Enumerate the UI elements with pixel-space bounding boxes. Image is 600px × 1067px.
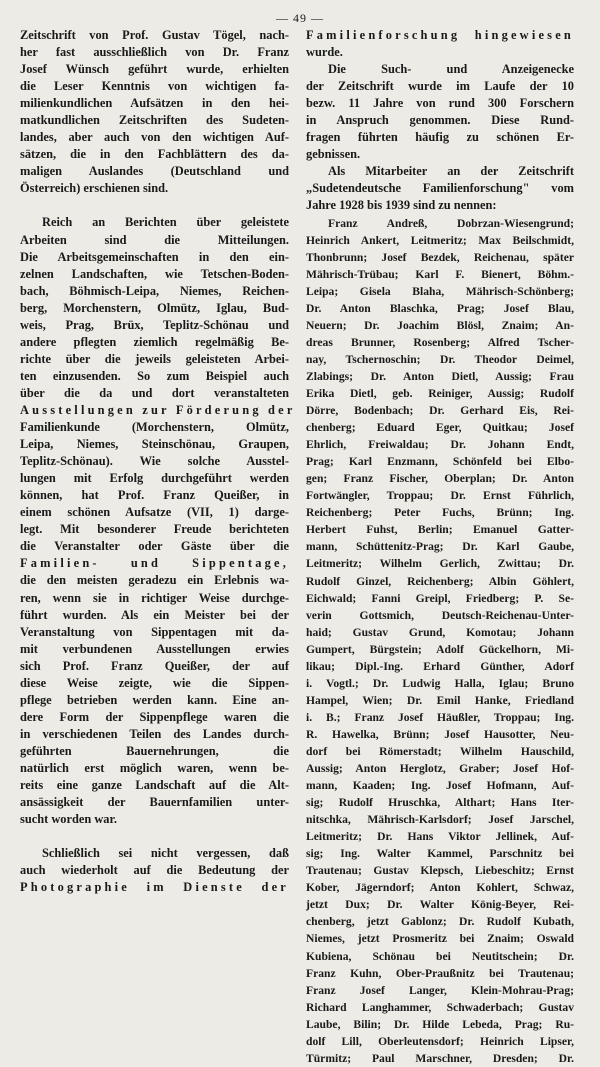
text-line: nitschka, Mährisch-Karlsdorf; Josef Jarschel, [306, 813, 574, 827]
text-line: Josef Wünsch geführt wurde, erhielten [20, 62, 289, 77]
text-line: Arbeiten sind die Mitteilungen. [20, 232, 289, 247]
text-line: können, hat Prof. Franz Queißer, in [20, 488, 289, 503]
text-line: matkundlichen Zeitschriften des Sudeten- [20, 113, 289, 128]
text-line: Franz Kuhn, Ober-Praußnitz bei Trautenau; [306, 966, 574, 980]
text-line: gen; Franz Fischer, Oberplan; Dr. Anton [306, 472, 574, 486]
text-line: „Sudetendeutsche Familienforschung" vom [306, 181, 574, 196]
text-line: die den meisten geradezu ein Erlebnis wa- [20, 573, 289, 588]
text-line: chenberg; Eduard Eger, Quitkau; Josef [306, 421, 574, 435]
text-line: gebnissen. [306, 147, 361, 162]
text-line: Die Arbeitsgemeinschaften in den ein- [20, 249, 289, 264]
page-number: — 49 — [276, 11, 324, 25]
text-line: Fortwängler, Troppau; Dr. Ernst Führlich, [306, 489, 574, 503]
text-line: Photographie im Dienste der [20, 880, 289, 895]
text-line: auch wiederholt auf die Bedeutung der [20, 863, 289, 878]
text-line: i. B.; Franz Josef Häußler, Troppau; Ing. [306, 710, 574, 724]
text-line: die Leser Kenntnis von wichtigen fa- [20, 79, 289, 94]
text-line: Herbert Fuhst, Berlin; Emanuel Gatter- [306, 523, 574, 537]
text-line: der Zeitschrift wurde im Laufe der 10 [306, 79, 574, 94]
text-line: maligen Auslandes (Deutschland und [20, 164, 289, 179]
text-line: Prag; Karl Enzmann, Schönfeld bei Elbo- [306, 455, 574, 469]
text-line: reits eine ganze Landschaft auf die Alt- [20, 778, 289, 793]
paragraph-photographie [20, 845, 289, 896]
text-line: mit verbundenen Ausstellungen erwies [20, 641, 289, 656]
text-line: Kubiena, Schönau bei Neutitschein; Dr. [306, 949, 574, 963]
text-line: die Veranstalter oder Gäste über die [20, 539, 289, 554]
text-line: Familien- und Sippentage, [20, 556, 289, 571]
text-line: R. Hawelka, Brünn; Josef Hausotter, Neu- [306, 727, 574, 741]
text-line: Leitmeritz; Wilhelm Gerlich, Zwittau; Dr. [306, 557, 574, 571]
text-line: Richard Langhammer, Schwaderbach; Gustav [306, 1000, 574, 1014]
text-line: Niemes, jetzt Prosmeritz bei Znaim; Oswald [306, 932, 574, 946]
text-line: Leitmeritz; Dr. Hans Viktor Jellinek, Auf- [306, 830, 574, 844]
text-line: Familienkunde (Morchenstern, Olmütz, [20, 420, 289, 435]
text-line: Thonbrunn; Josef Bezdek, Reichenau, später [306, 250, 574, 264]
text-line: mann, Schüttenitz-Prag; Dr. Karl Gaube, [306, 540, 574, 554]
text-line: richte über die jeweils geleisteten Arbei- [20, 351, 289, 366]
text-line: bezw. 11 Jahre von rund 300 Forschern [306, 96, 574, 111]
text-line: i. Vogtl.; Dr. Ludwig Halla, Iglau; Bruno [306, 676, 574, 690]
text-line: sig; Ing. Walter Kammel, Parschnitz bei [306, 847, 574, 861]
text-line: Österreich) erschienen sind. [20, 181, 169, 196]
paragraph-continuation [306, 27, 574, 61]
paragraph-anzeigenecke [306, 61, 574, 163]
text-line: Ausstellungen zur Förderung der [20, 402, 296, 417]
text-line: Dr. Anton Blaschka, Prag; Josef Blau, [306, 301, 574, 315]
text-line: Neuern; Dr. Joachim Blösl, Znaim; An- [306, 318, 574, 332]
text-line: Trautenau; Gustav Klepsch, Liebeschitz; Ernst [306, 864, 574, 878]
contributor-list [306, 215, 574, 1067]
paragraph-mitarbeiter-intro [306, 163, 574, 214]
text-line: geführten Bauernehrungen, die [20, 743, 289, 758]
text-line: Laube, Bilin; Dr. Hilde Lebeda, Prag; Ru- [306, 1017, 574, 1031]
text-line: dolf Lill, Oberleutensdorf; Heinrich Lipser, [306, 1034, 574, 1048]
text-line: Aussig; Anton Herglotz, Graber; Josef Hof- [306, 762, 574, 776]
text-line: haid; Gustav Grund, Komotau; Johann [306, 625, 574, 639]
text-line: sig; Rudolf Hruschka, Althart; Hans Iter- [306, 796, 574, 810]
text-line: einem schönen Aufsatze (VII, 1) darge- [20, 505, 289, 520]
text-line: nay, Tschernoschin; Dr. Theodor Deimel, [306, 352, 574, 366]
text-line: Reich an Berichten über geleistete [42, 215, 289, 230]
text-line: in verschiedenen Teilen des Landes durch- [20, 726, 289, 741]
text-line: dere Form der Sippenpflege waren die [20, 709, 289, 724]
text-line: chenberg, jetzt Gablonz; Dr. Rudolf Kubath, [306, 915, 574, 929]
text-line: Erika Dietl, geb. Reiniger, Aussig; Rudolf [306, 386, 574, 400]
text-line: dreas Brunner, Rosenberg; Alfred Tscher- [306, 335, 574, 349]
text-line: über die da und dort veranstalteten [20, 385, 289, 400]
text-line: landes, aber auch von den wichtigen Auf- [20, 130, 289, 145]
text-line: pflege betrieben werden kann. Eine an- [20, 692, 289, 707]
text-line: likau; Dipl.-Ing. Erhard Günther, Adorf [306, 659, 574, 673]
text-line: in Anspruch genommen. Diese Rund- [306, 113, 574, 128]
text-line: Leipa, Niemes, Steinschönau, Graupen, [20, 437, 289, 452]
text-line: Veranstaltung von Sippentagen mit da- [20, 624, 289, 639]
text-line: milienkundlichen Aufsätzen in den hei- [20, 96, 289, 111]
text-line: Leipa; Gisela Blaha, Mährisch-Schönberg; [306, 284, 574, 298]
text-line: berg, Morchenstern, Olmütz, Iglau, Bud- [20, 300, 289, 315]
text-line: mann, Kaaden; Ing. Josef Hofmann, Auf- [306, 779, 574, 793]
text-line: her fast ausschließlich von Dr. Franz [20, 45, 289, 60]
text-line: Eichwald; Fanni Greipl, Friedberg; P. Se- [306, 591, 574, 605]
text-line: jetzt Dux; Dr. Walter König-Beyer, Rei- [306, 898, 574, 912]
text-line: ten einzusenden. So zum Beispiel auch [20, 368, 289, 383]
text-line: sich Prof. Franz Queißer, der auf [20, 658, 289, 673]
text-line: legt. Mit besonderer Freude berichteten [20, 522, 289, 537]
text-line: sätzen, die in den Fachblättern des da- [20, 147, 289, 162]
left-column [20, 27, 296, 896]
text-line: Schließlich sei nicht vergessen, daß [42, 846, 289, 861]
text-line: Zeitschrift von Prof. Gustav Tögel, nach- [20, 28, 289, 42]
text-line: natürlich erst möglich waren, wenn be- [20, 760, 289, 775]
text-line: Familienforschung hingewiesen [306, 28, 574, 42]
text-line: Franz Andreß, Dobrzan-Wiesengrund; [328, 216, 574, 230]
text-line: andere pflegten ziemlich regelmäßig Be- [20, 334, 289, 349]
text-line: Jahre 1928 bis 1939 sind zu nennen: [306, 198, 497, 213]
text-line: Franz Josef Langer, Klein-Mohrau-Prag; [306, 983, 574, 997]
right-column [306, 27, 574, 1067]
text-line: Heinrich Ankert, Leitmeritz; Max Beilschmidt, [306, 233, 574, 247]
text-line: Als Mitarbeiter an der Zeitschrift [328, 164, 574, 179]
text-line: ren, wenn sie in richtiger Weise durchge- [20, 590, 289, 605]
text-line: fragen führten häufig zu schönen Er- [306, 130, 574, 145]
text-line: weis, Prag, Brüx, Teplitz-Schönau und [20, 317, 289, 332]
text-line: Türmitz; Paul Marschner, Dresden; Dr. [306, 1051, 574, 1065]
text-line: ansässigkeit der Bauernfamilien unter- [20, 795, 289, 810]
text-line: Hampel, Wien; Dr. Emil Hanke, Friedland [306, 693, 574, 707]
text-line: Reichenberg; Peter Fuchs, Brünn; Ing. [306, 506, 574, 520]
text-line: Teplitz-Schönau). Wie solche Ausstel- [20, 454, 289, 469]
text-line: diese Weise zeigte, wie die Sippen- [20, 675, 289, 690]
text-line: wurde. [306, 45, 343, 60]
text-line: sucht worden war. [20, 812, 117, 827]
text-line: lungen mit Erfolg durchgeführt werden [20, 471, 289, 486]
text-line: Kober, Jägerndorf; Anton Kohlert, Schwaz, [306, 881, 574, 895]
text-line: führt wurden. Als ein Meister bei der [20, 607, 289, 622]
text-line: Mährisch-Trübau; Karl F. Bienert, Böhm.- [306, 267, 574, 281]
text-line: Rudolf Ginzel, Reichenberg; Albin Göhlert, [306, 574, 574, 588]
text-line: Ehrlich, Freiwaldau; Dr. Johann Endt, [306, 438, 574, 452]
text-line: verin Gottsmich, Deutsch-Reichenau-Unter- [306, 608, 574, 622]
paragraph-mitteilungen [20, 214, 296, 828]
text-line: Zlabings; Dr. Anton Dietl, Aussig; Frau [306, 369, 574, 383]
text-line: Gumpert, Bürgstein; Adolf Gückelhorn, Mi- [306, 642, 574, 656]
text-line: bach, Böhmisch-Leipa, Niemes, Reichen- [20, 283, 289, 298]
text-line: Die Such- und Anzeigenecke [328, 62, 574, 77]
paragraph-intro [20, 27, 289, 197]
text-line: zelnen Landschaften, wie Tetschen-Boden- [20, 266, 289, 281]
text-line: Dörre, Bodenbach; Dr. Gerhard Eis, Rei- [306, 404, 574, 418]
text-line: dorf bei Römerstadt; Wilhelm Hauschild, [306, 744, 574, 758]
